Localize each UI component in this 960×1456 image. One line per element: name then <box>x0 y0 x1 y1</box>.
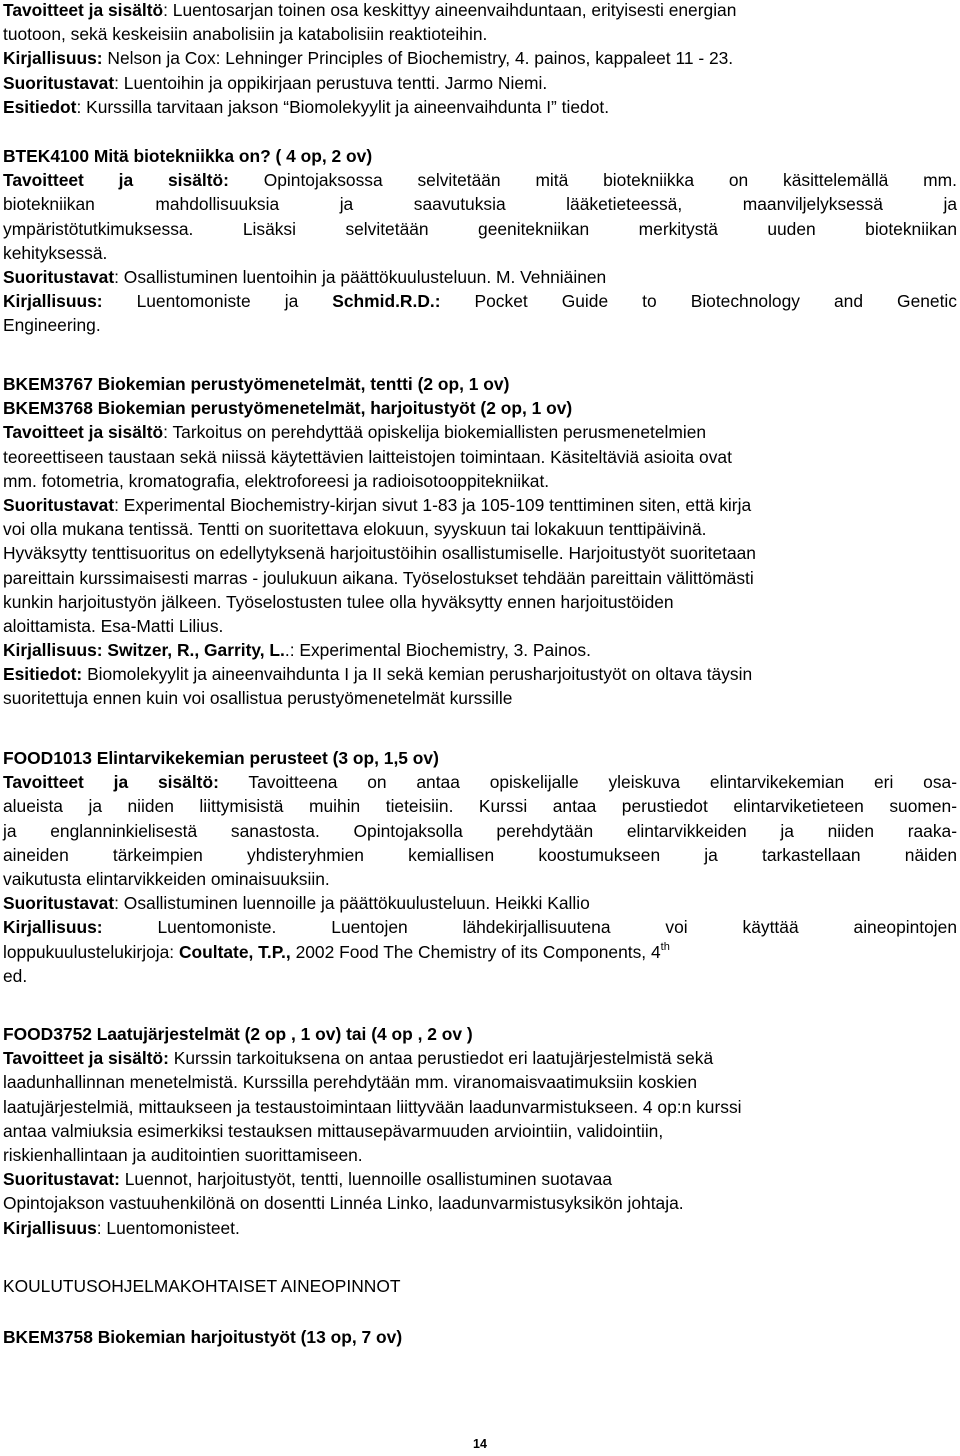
field-label: Esitiedot: <box>3 664 83 685</box>
text-line: Suoritustavat: Osallistuminen luentoihin ja päättökuulusteluun. M. Vehniäinen <box>3 266 607 287</box>
text-line: Suoritustavat: Luentoihin ja oppikirjaan perustuva tentti. Jarmo Niemi. <box>3 72 548 93</box>
course-title: BKEM3758 Biokemian harjoitustyöt (13 op, 7 ov) <box>3 1327 403 1347</box>
course-section-continued <box>3 0 957 119</box>
field-label: Suoritustavat <box>3 893 115 914</box>
course-food1013 <box>3 746 957 988</box>
text-line: Kirjallisuus: Switzer, R., Garrity, L..: Experimental Biochemistry, 3. Painos. <box>3 640 591 661</box>
field-label: Tavoitteet ja sisältö: <box>3 1048 169 1069</box>
text-line: Hyväksytty tenttisuoritus on edellytyksenä harjoitustöihin osallistumiselle. Harjoitustyöt suoritetaan <box>3 543 756 564</box>
course-bkem3767-3768 <box>3 372 957 711</box>
text-line: antaa valmiuksia esimerkiksi testauksen mittausepävarmuuden arviointiin, validointiin, <box>3 1120 664 1141</box>
text-line: Opintojakson vastuuhenkilönä on dosentti Linnéa Linko, laadunvarmistusyksikön johtaja. <box>3 1193 684 1214</box>
text-line: pareittain kurssimaisesti marras - joulukuun aikana. Työselostukset tehdään pareittain välittömästi <box>3 567 754 588</box>
text-line: aineiden tärkeimpien yhdisteryhmien kemiallisen koostumukseen ja tarkastellaan näiden <box>3 844 957 865</box>
superscript: th <box>660 940 670 953</box>
course-bkem3758 <box>3 1325 957 1349</box>
literature-reference: Schmid.R.D.: <box>332 291 441 312</box>
text-line: Tavoitteet ja sisältö: Tarkoitus on perehdyttää opiskelija biokemiallisten perusmenetelmien <box>3 422 707 443</box>
field-label: Kirjallisuus: <box>3 48 103 69</box>
field-label: Esitiedot <box>3 96 77 117</box>
field-label: Suoritustavat: <box>3 1169 120 1190</box>
literature-reference: Coultate, T.P., <box>178 941 291 962</box>
text-line: Kirjallisuus: Nelson ja Cox: Lehninger Principles of Biochemistry, 4. painos, kappaleet 11 - 23. <box>3 48 734 69</box>
text-line: Esitiedot: Kurssilla tarvitaan jakson “Biomolekyylit ja aineenvaihdunta I” tiedot. <box>3 96 610 117</box>
text-line: Tavoitteet ja sisältö: Opintojaksossa selvitetään mitä biotekniikka on käsittelemällä mm. <box>3 170 957 191</box>
text-line: Kirjallisuus: Luentomoniste. Luentojen lähdekirjallisuutena voi käyttää aineopintojen <box>3 917 957 938</box>
text-line: kunkin harjoitustyön jälkeen. Työselostusten tulee olla hyväksytty ennen harjoitustöiden <box>3 591 674 612</box>
text-line: ympäristötutkimuksessa. Lisäksi selvitetään geenitekniikan merkitystä uuden biotekniikan <box>3 218 957 239</box>
text-line: loppukuulustelukirjoja: Coultate, T.P., 2002 Food The Chemistry of its Components, 4th <box>3 940 670 962</box>
text-line: mm. fotometria, kromatografia, elektroforeesi ja radioisotooppitekniikat. <box>3 470 550 491</box>
text-line: Suoritustavat: Experimental Biochemistry-kirjan sivut 1-83 ja 105-109 tenttiminen siten, että kirja <box>3 494 752 515</box>
text-line: ja englanninkielisestä sanastosta. Opintojaksolla perehdytään elintarvikkeiden ja niiden raaka- <box>3 820 957 841</box>
text-line: suoritettuja ennen kuin voi osallistua perustyömenetelmät kurssille <box>3 688 513 709</box>
text-line: Kirjallisuus: Luentomonisteet. <box>3 1217 240 1238</box>
text-line: tuotoon, sekä keskeisiin anabolisiin ja katabolisiin reaktioteihin. <box>3 24 488 45</box>
text-line: vaikutusta elintarvikkeiden ominaisuuksiin. <box>3 868 330 889</box>
page-number: 14 <box>473 1437 487 1451</box>
text-line: Suoritustavat: Luennot, harjoitustyöt, tentti, luennoille osallistuminen suotavaa <box>3 1169 612 1190</box>
field-label: Kirjallisuus <box>3 1217 97 1238</box>
text-line: voi olla mukana tentissä. Tentti on suoritettava elokuun, syyskuun tai lokakuun tenttipäivinä. <box>3 519 707 540</box>
field-label: Suoritustavat <box>3 266 115 287</box>
field-label: Tavoitteet ja sisältö <box>3 0 164 20</box>
literature-reference: Kirjallisuus: Switzer, R., Garrity, L. <box>3 640 285 661</box>
text-line: aloittamista. Esa-Matti Lilius. <box>3 615 224 636</box>
text-line: ed. <box>3 965 28 986</box>
course-title: BTEK4100 Mitä biotekniikka on? ( 4 op, 2 ov) <box>3 146 373 166</box>
course-title: FOOD3752 Laatujärjestelmät (2 op , 1 ov) tai (4 op , 2 ov ) <box>3 1024 473 1044</box>
text-line: Tavoitteet ja sisältö: Tavoitteena on antaa opiskelijalle yleiskuva elintarvikekemian eri osa- <box>3 772 957 793</box>
course-title: BKEM3768 Biokemian perustyömenetelmät, harjoitustyöt (2 op, 1 ov) <box>3 398 573 419</box>
section-heading <box>3 1274 957 1298</box>
course-btek4100 <box>3 144 957 338</box>
text-line: Kirjallisuus: Luentomoniste ja Schmid.R.D.: Pocket Guide to Biotechnology and Genetic <box>3 291 957 312</box>
text-line: riskienhallintaan ja auditointien suorittamiseen. <box>3 1144 363 1165</box>
text-line: Esitiedot: Biomolekyylit ja aineenvaihdunta I ja II sekä kemian perusharjoitustyöt on oltava täysin <box>3 664 753 685</box>
text-line: Suoritustavat: Osallistuminen luennoille ja päättökuulusteluun. Heikki Kallio <box>3 893 590 914</box>
field-label: Kirjallisuus: <box>3 291 103 312</box>
text-line: kehityksessä. <box>3 242 108 263</box>
text-line: alueista ja niiden liittymisistä muihin tieteisiin. Kurssi antaa perustiedot elintarviketieteen suomen- <box>3 796 957 817</box>
field-label: Tavoitteet ja sisältö: <box>3 772 219 793</box>
field-label: Tavoitteet ja sisältö: <box>3 170 229 191</box>
text-line: Engineering. <box>3 315 101 336</box>
text-line: teoreettiseen taustaan sekä niissä käytettävien laitteistojen toimintaan. Käsiteltäviä asioita ovat <box>3 446 732 467</box>
course-food3752 <box>3 1022 957 1240</box>
field-label: Suoritustavat <box>3 72 115 93</box>
text-line: biotekniikan mahdollisuuksia ja saavutuksia lääketieteessä, maanviljelyksessä ja <box>3 194 957 215</box>
field-label: Kirjallisuus: <box>3 917 103 938</box>
text-line: Tavoitteet ja sisältö: Kurssin tarkoituksena on antaa perustiedot eri laatujärjestelmistä sekä <box>3 1048 714 1069</box>
field-label: Tavoitteet ja sisältö <box>3 422 164 443</box>
course-title: BKEM3767 Biokemian perustyömenetelmät, tentti (2 op, 1 ov) <box>3 374 510 394</box>
text-line: laadunhallinnan menetelmistä. Kurssilla perehdytään mm. viranomaisvaatimuksiin koskien <box>3 1072 698 1093</box>
text-line: laatujärjestelmiä, mittaukseen ja testaustoimintaan liittyvään laadunvarmistukseen. 4 op:n kurssi <box>3 1096 742 1117</box>
course-title: FOOD1013 Elintarvikekemian perusteet (3 op, 1,5 ov) <box>3 748 439 768</box>
text-line: Tavoitteet ja sisältö: Luentosarjan toinen osa keskittyy aineenvaihduntaan, erityisesti energian <box>3 0 737 20</box>
field-label: Suoritustavat <box>3 494 115 515</box>
section-title: KOULUTUSOHJELMAKOHTAISET AINEOPINNOT <box>3 1276 401 1296</box>
